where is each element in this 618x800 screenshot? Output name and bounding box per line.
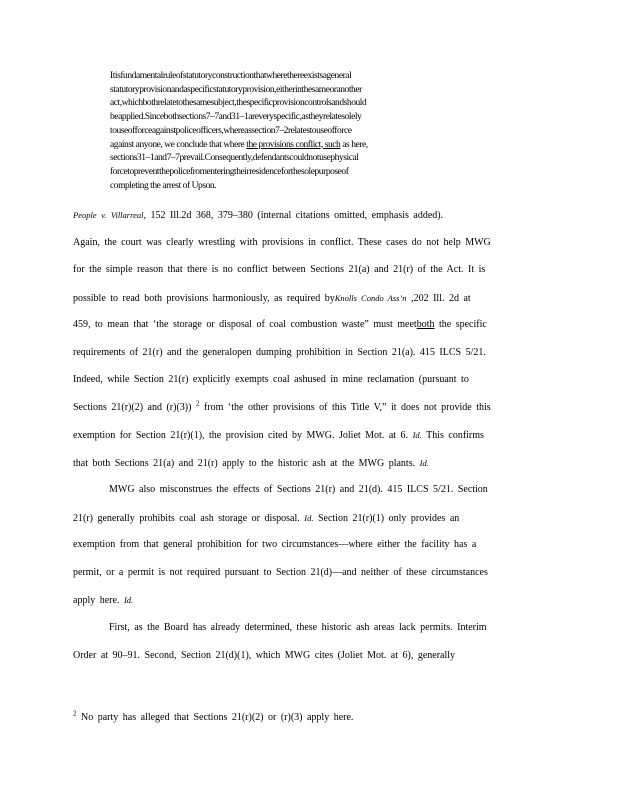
footnote-mark: 2 [73, 709, 77, 718]
text-span: This confirms [421, 430, 484, 441]
quote-line: beapplied.Sincebothsections7–7and31–1areveryspecific,astheyrelatesolely [110, 112, 362, 123]
case-name-knolls: Knolls Condo Ass’n [334, 292, 407, 303]
underlined-text: both [416, 319, 435, 330]
text-line [73, 456, 539, 484]
text-span: the specific [434, 319, 487, 330]
text-span: 21(r) generally prohibits coal ash storage or disposal. [73, 512, 300, 524]
text-line: Indeed, while Section 21(r) explicitly exempts coal ashused in mine reclamation (pursuant to [73, 374, 469, 385]
text-line: MWG also misconstrues the effects of Sections 21(r) and 21(d). 415 ILCS 5/21. Section [109, 484, 488, 495]
text-line [73, 291, 539, 319]
text-span: to mean that ‘the storage or disposal of coal combustion waste” must meet [95, 319, 417, 330]
block-quote [110, 70, 482, 193]
text-line [73, 511, 539, 539]
paragraph-1 [73, 208, 539, 483]
text-line: Again, the court was clearly wrestling with provisions in conflict. These cases do not help MWG [73, 236, 491, 248]
id-citation: Id. [123, 595, 134, 605]
text-line: First, as the Board has already determined, these historic ash areas lack permits. Interim [109, 622, 487, 633]
text-span: Sections 21(r)(2) and (r)(3)) [73, 401, 192, 413]
text-line [73, 428, 539, 456]
emphasized-text: the provisions conflict, such [246, 139, 341, 150]
footnote [73, 709, 354, 723]
text-span: Section 21(r)(1) only provides an [313, 512, 460, 524]
text-span: exemption for Section 21(r)(1), the provision cited by MWG. Joliet Mot. at 6. [73, 430, 409, 441]
case-name-party2: Villarreal [110, 210, 144, 220]
text-span: ,202 Ill. 2d at [406, 292, 471, 304]
paragraph-3 [73, 621, 539, 676]
id-citation: Id. [412, 430, 422, 440]
case-name-party1: People [73, 210, 97, 220]
text-line: requirements of 21(r) and the generalopen dumping prohibition in Section 21(a). 415 ILCS 5/21. [73, 346, 486, 358]
quote-line: forcetopreventthepolicefromenteringtheirresidenceforthesolepurposeof [110, 166, 349, 177]
quote-line: act,whichbothrelatetothesamesubject,thespecificprovisioncontrolsandshould [110, 98, 367, 109]
paragraph-2 [73, 483, 539, 621]
text-span: possible to read both provisions harmoniously, as required by [73, 292, 335, 304]
quote-line: statutoryprovisionandaspecificstatutoryprovision,eitherinthesameoranother [110, 84, 362, 95]
quote-line-emphasis: against anyone, we conclude that where the provisions conflict, such as here, [110, 139, 368, 150]
text-line: Order at 90–91. Second, Section 21(d)(1), which MWG cites (Joliet Mot. at 6), generally [73, 649, 456, 661]
footnote-text: No party has alleged that Sections 21(r)(2) or (r)(3) apply here. [76, 712, 354, 723]
quote-line: Itisfundamentalruleofstatutoryconstructionthatwherethereexistsageneral [110, 71, 352, 81]
quote-line: completing the arrest of Upson. [110, 180, 217, 191]
quote-line: sections31–1and7–7prevail.Consequently,defendantscouldnotusephysical [110, 153, 359, 164]
text-line [73, 401, 539, 429]
text-line: permit, or a permit is not required pursuant to Section 21(d)—and neither of these circumstances [73, 566, 488, 578]
id-citation: Id. [304, 512, 314, 523]
footnote-reference[interactable]: 2 [195, 399, 200, 408]
citation-rest: , 152 Ill.2d 368, 379–380 (internal citations omitted, emphasis added). [143, 210, 444, 221]
text-span: from ‘the other provisions of this Title V,” it does not provide this [199, 401, 491, 413]
text-line: for the simple reason that there is no conflict between Sections 21(a) and 21(r) of the Act. It is [73, 264, 486, 275]
id-citation: Id. [419, 457, 429, 468]
case-name-v: v. [101, 210, 107, 220]
text-span: apply here. [73, 595, 120, 606]
text-span: 459, [73, 319, 91, 330]
citation-line [73, 208, 539, 236]
text-line [73, 318, 539, 346]
text-line [73, 593, 539, 621]
text-line: exemption from that general prohibition for two circumstances—where either the facility has a [73, 539, 477, 550]
text-span: that both Sections 21(a) and 21(r) apply to the historic ash at the MWG plants. [73, 457, 416, 469]
quote-line: touseofforceagainstpoliceofficers,whereassection7–2relatestouseofforce [110, 125, 352, 136]
